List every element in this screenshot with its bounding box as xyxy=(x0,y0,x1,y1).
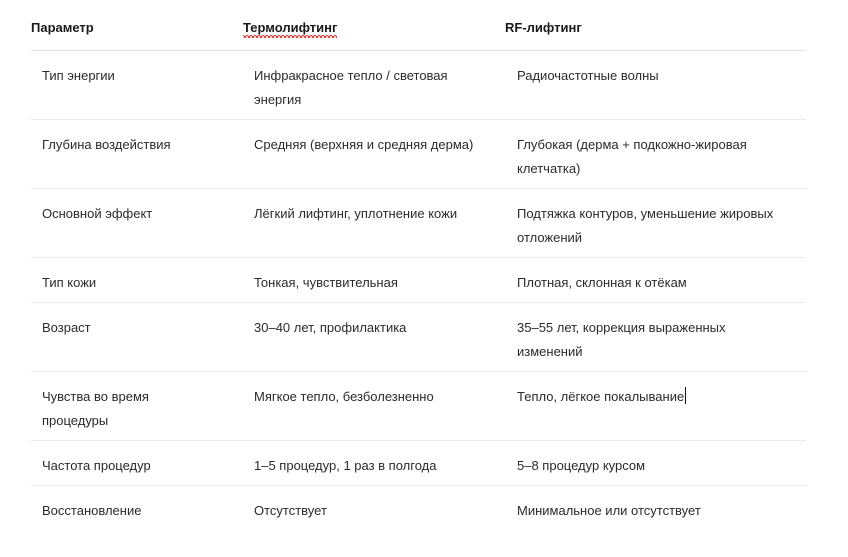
cell-rf-lifting[interactable]: 35–55 лет, коррекция выраженных изменений xyxy=(517,320,726,359)
cell-thermolifting[interactable]: Инфракрасное тепло / световая энергия xyxy=(254,68,448,107)
cell-rf-lifting[interactable]: Плотная, склонная к отёкам xyxy=(517,275,687,290)
cell-rf-lifting[interactable]: Тепло, лёгкое покалывание xyxy=(517,389,685,404)
header-thermolifting[interactable]: Термолифтинг xyxy=(243,20,337,38)
text-cursor xyxy=(685,387,686,404)
cell-thermolifting[interactable]: Отсутствует xyxy=(254,503,327,518)
header-parameter[interactable]: Параметр xyxy=(31,20,94,35)
cell-rf-lifting-with-caret[interactable] xyxy=(517,385,802,409)
table-row xyxy=(31,258,806,303)
cell-rf-lifting[interactable]: Подтяжка контуров, уменьшение жировых отложений xyxy=(517,206,774,245)
cell-parameter[interactable]: Тип кожи xyxy=(42,275,97,290)
table-row xyxy=(31,441,806,486)
table-row xyxy=(31,51,806,120)
cell-parameter[interactable]: Глубина воздействия xyxy=(42,137,171,152)
header-rf-lifting[interactable]: RF-лифтинг xyxy=(505,20,582,35)
cell-rf-lifting[interactable]: 5–8 процедур курсом xyxy=(517,458,646,473)
cell-parameter[interactable]: Тип энергии xyxy=(42,68,115,83)
cell-rf-lifting[interactable]: Радиочастотные волны xyxy=(517,68,659,83)
cell-thermolifting[interactable]: 1–5 процедур, 1 раз в полгода xyxy=(254,458,437,473)
table-row xyxy=(31,303,806,372)
cell-rf-lifting[interactable]: Глубокая (дерма + подкожно-жировая клетчатка) xyxy=(517,137,747,176)
table-row xyxy=(31,189,806,258)
cell-parameter[interactable]: Возраст xyxy=(42,320,91,335)
cell-thermolifting[interactable]: Лёгкий лифтинг, уплотнение кожи xyxy=(254,206,458,221)
cell-thermolifting[interactable]: Тонкая, чувствительная xyxy=(254,275,398,290)
table-header xyxy=(31,0,806,51)
comparison-table xyxy=(31,0,806,534)
cell-parameter[interactable]: Основной эффект xyxy=(42,206,153,221)
table-row xyxy=(31,372,806,441)
table-row xyxy=(31,486,806,534)
table-row xyxy=(31,120,806,189)
cell-parameter[interactable]: Восстановление xyxy=(42,503,142,518)
cell-rf-lifting[interactable]: Минимальное или отсутствует xyxy=(517,503,701,518)
cell-parameter[interactable]: Чувства во время процедуры xyxy=(42,389,149,428)
cell-thermolifting[interactable]: 30–40 лет, профилактика xyxy=(254,320,407,335)
cell-thermolifting[interactable]: Мягкое тепло, безболезненно xyxy=(254,389,434,404)
cell-thermolifting[interactable]: Средняя (верхняя и средняя дерма) xyxy=(254,137,474,152)
cell-parameter[interactable]: Частота процедур xyxy=(42,458,151,473)
